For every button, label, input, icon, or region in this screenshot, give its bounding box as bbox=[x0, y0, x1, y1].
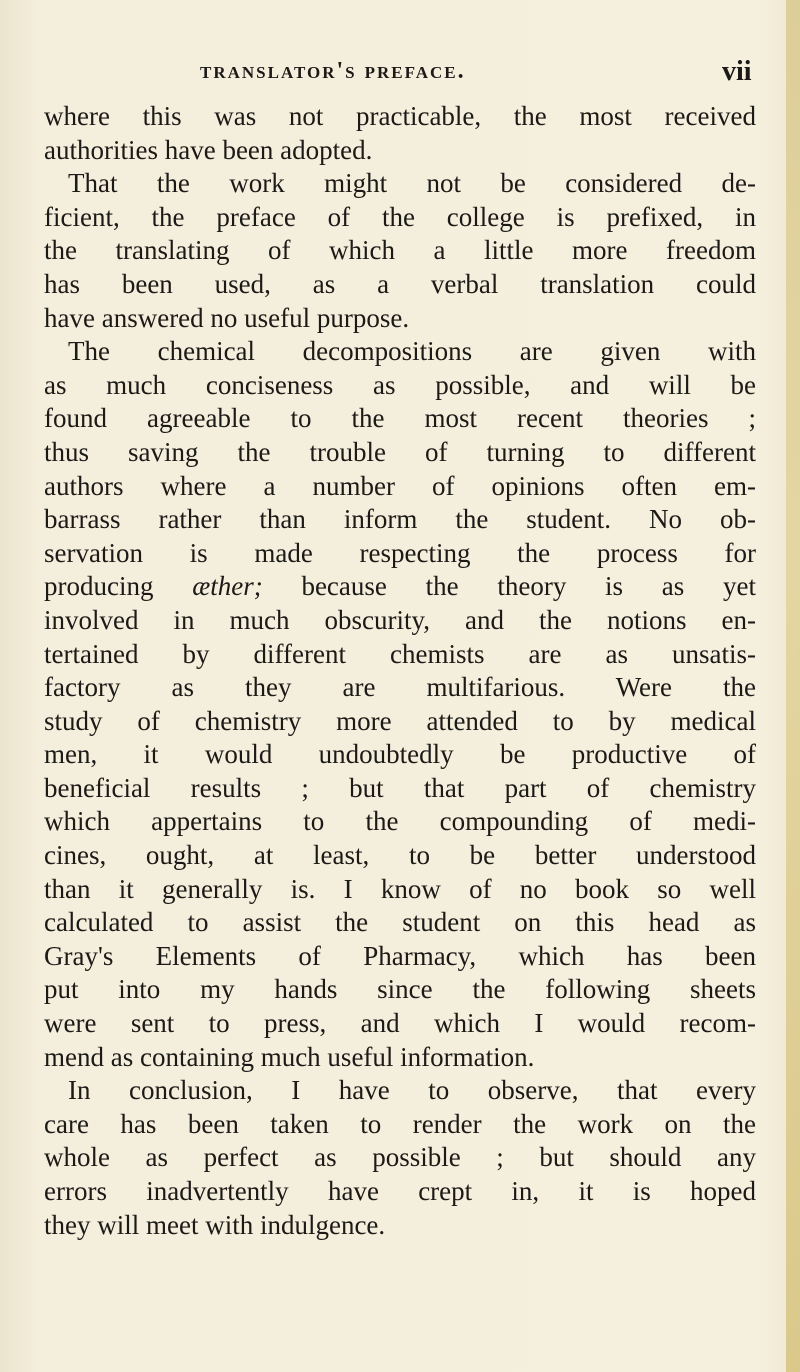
text-line: The chemical decompositions are given with bbox=[68, 336, 756, 367]
text-line: have answered no useful purpose. bbox=[44, 302, 410, 333]
text-line: has been used, as a verbal translation could bbox=[44, 268, 756, 299]
text-line: study of chemistry more attended to by medical bbox=[44, 705, 756, 736]
text-line: the translating of which a little more freedom bbox=[44, 235, 756, 266]
text-line: That the work might not be considered de- bbox=[68, 168, 756, 199]
text-line: barrass rather than inform the student. No ob- bbox=[44, 504, 756, 535]
text-line: as much conciseness as possible, and will be bbox=[44, 369, 756, 400]
text-line: ficient, the preface of the college is prefixed, in bbox=[44, 201, 756, 232]
italic-term: æther; bbox=[192, 571, 263, 602]
text-line: care has been taken to render the work on the bbox=[44, 1108, 756, 1139]
text-line: Gray's Elements of Pharmacy, which has been bbox=[44, 940, 756, 971]
text-line: calculated to assist the student on this head as bbox=[44, 907, 756, 938]
text-line: which appertains to the compounding of medi- bbox=[44, 806, 756, 837]
text-line: servation is made respecting the process for bbox=[44, 537, 756, 568]
text-line: involved in much obscurity, and the notions en- bbox=[44, 604, 756, 635]
text-line: errors inadvertently have crept in, it is hoped bbox=[44, 1176, 756, 1206]
text-segment: producing bbox=[44, 571, 193, 602]
page-edge bbox=[786, 0, 800, 1372]
text-line: they will meet with indulgence. bbox=[44, 1209, 386, 1240]
text-line: whole as perfect as possible ; but should any bbox=[44, 1142, 756, 1173]
text-line: In conclusion, I have to observe, that every bbox=[68, 1075, 756, 1106]
body-text bbox=[44, 100, 756, 1242]
page-number: vii bbox=[722, 56, 752, 87]
text-line: where this was not practicable, the most received bbox=[44, 101, 756, 131]
text-line: than it generally is. I know of no book so well bbox=[44, 873, 756, 904]
running-head: translator's preface. bbox=[200, 58, 466, 84]
text-line: put into my hands since the following sheets bbox=[44, 974, 756, 1005]
text-line: men, it would undoubtedly be productive of bbox=[44, 739, 756, 770]
text-line: authorities have been adopted. bbox=[44, 134, 373, 165]
text-line: mend as containing much useful information. bbox=[44, 1041, 535, 1072]
text-line: found agreeable to the most recent theories ; bbox=[44, 403, 756, 434]
text-line-aether bbox=[44, 570, 756, 604]
text-line: beneficial results ; but that part of chemistry bbox=[44, 772, 756, 803]
page-header bbox=[0, 50, 800, 90]
text-segment: because the theory is as yet bbox=[262, 571, 757, 602]
text-line: were sent to press, and which I would recom- bbox=[44, 1008, 756, 1039]
text-line: cines, ought, at least, to be better understood bbox=[44, 840, 756, 871]
text-line: factory as they are multifarious. Were the bbox=[44, 672, 756, 703]
text-line: thus saving the trouble of turning to different bbox=[44, 436, 756, 467]
text-line: tertained by different chemists are as unsatis- bbox=[44, 638, 756, 669]
text-line: authors where a number of opinions often em- bbox=[44, 470, 756, 501]
